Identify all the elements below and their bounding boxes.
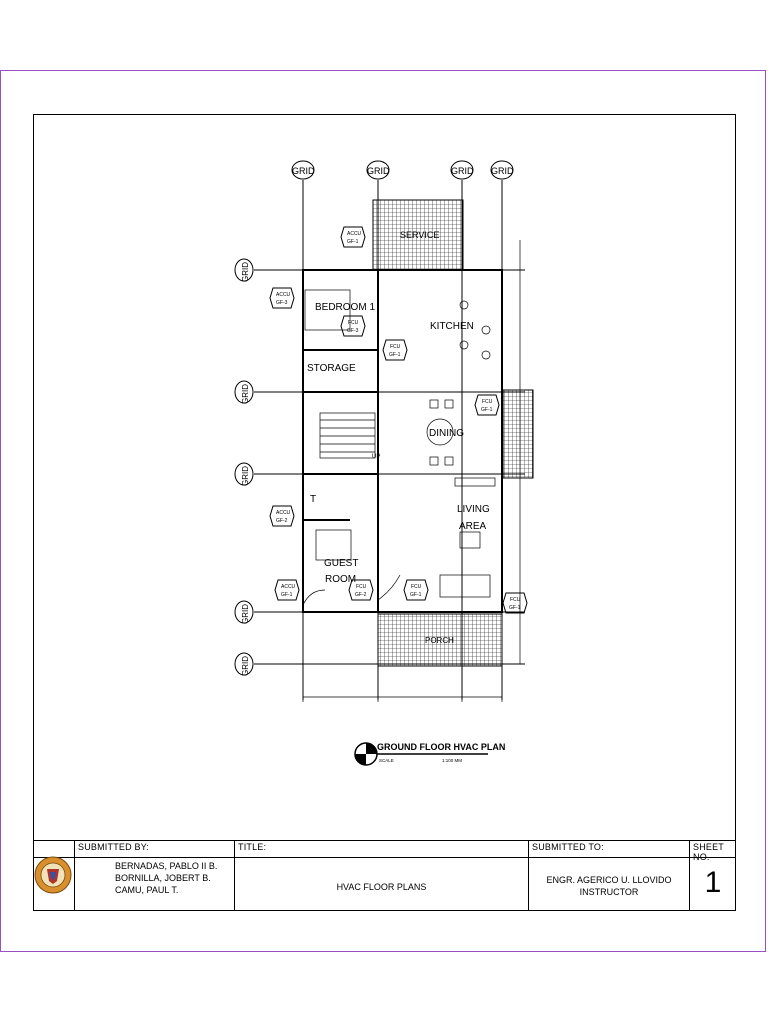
scale-label: SCALE [379,758,394,763]
room-label-guest-2: ROOM [325,574,357,585]
tag-type: FCU [510,597,521,603]
tag-id: GF-1 [481,407,493,413]
side-deck-hatch [503,390,533,478]
submitter-name: BORNILLA, JOBERT B. [115,873,211,883]
tag-type: ACCU [276,510,291,516]
room-label-porch: PORCH [425,636,454,645]
tag-type: ACCU [347,231,362,237]
tag-id: GF-1 [281,592,293,598]
tag-id: GF-3 [347,328,359,334]
submitted-to-cell [529,840,690,911]
seal-cell [33,840,75,911]
room-label-bedroom: BEDROOM 1 [315,302,376,313]
grid-label: GRID [292,166,315,176]
stair-label: UP [372,454,381,460]
instructor-role: INSTRUCTOR [579,887,639,897]
drawing-title: HVAC FLOOR PLANS [336,882,427,892]
tag-type: FCU [390,344,401,350]
grid-label: GRID [241,262,250,282]
submitter-name: CAMU, PAUL T. [115,885,179,895]
tag-id: GF-1 [509,605,521,611]
tag-id: GF-1 [347,239,359,245]
hvac-tags [270,227,527,613]
tag-type: FCU [348,320,359,326]
tag-id: GF-2 [355,592,367,598]
scale-value: 1:100 MM [442,758,463,763]
tag-type: ACCU [281,584,296,590]
grid-label: GRID [241,656,250,676]
tag-id: GF-1 [410,592,422,598]
grid-label: GRID [367,166,390,176]
plan-title-block [355,742,505,765]
tag-id: GF-3 [276,300,288,306]
room-label-service: SERVICE [400,230,440,240]
tag-id: GF-2 [276,518,288,524]
submitted-by-label: SUBMITTED BY: [78,842,150,852]
tag-id: GF-1 [389,352,401,358]
title-label: TITLE: [238,842,267,852]
sheet-number-cell [690,840,736,911]
title-cell [235,840,529,911]
grid-label: GRID [241,384,250,404]
school-seal-icon [33,840,75,911]
room-label-living-2: AREA [459,521,487,532]
grid-label: GRID [451,166,474,176]
submitter-name: BERNADAS, PABLO II B. [115,861,218,871]
plan-title: GROUND FLOOR HVAC PLAN [377,742,506,752]
tag-type: FCU [356,584,367,590]
sheet-number: 1 [704,866,722,899]
grid-label: GRID [241,466,250,486]
submitter-names [115,860,217,896]
room-label-kitchen: KITCHEN [430,321,474,332]
title-block [33,840,736,911]
room-label-living: LIVING [457,504,490,515]
room-label-dining: DINING [429,428,464,439]
instructor-name: ENGR. AGERICO U. LLOVIDO [546,875,672,885]
room-label-toilet: T [310,494,317,505]
tag-type: FCU [411,584,422,590]
sheet-number-label: SHEET NO. [693,842,724,862]
submitted-to-label: SUBMITTED TO: [532,842,604,852]
tag-type: FCU [482,399,493,405]
grid-label: GRID [241,604,250,624]
tag-type: ACCU [276,292,291,298]
grid-label: GRID [491,166,514,176]
room-label-guest: GUEST [324,558,359,569]
room-label-storage: STORAGE [307,363,356,374]
submitted-by-cell [75,840,235,911]
